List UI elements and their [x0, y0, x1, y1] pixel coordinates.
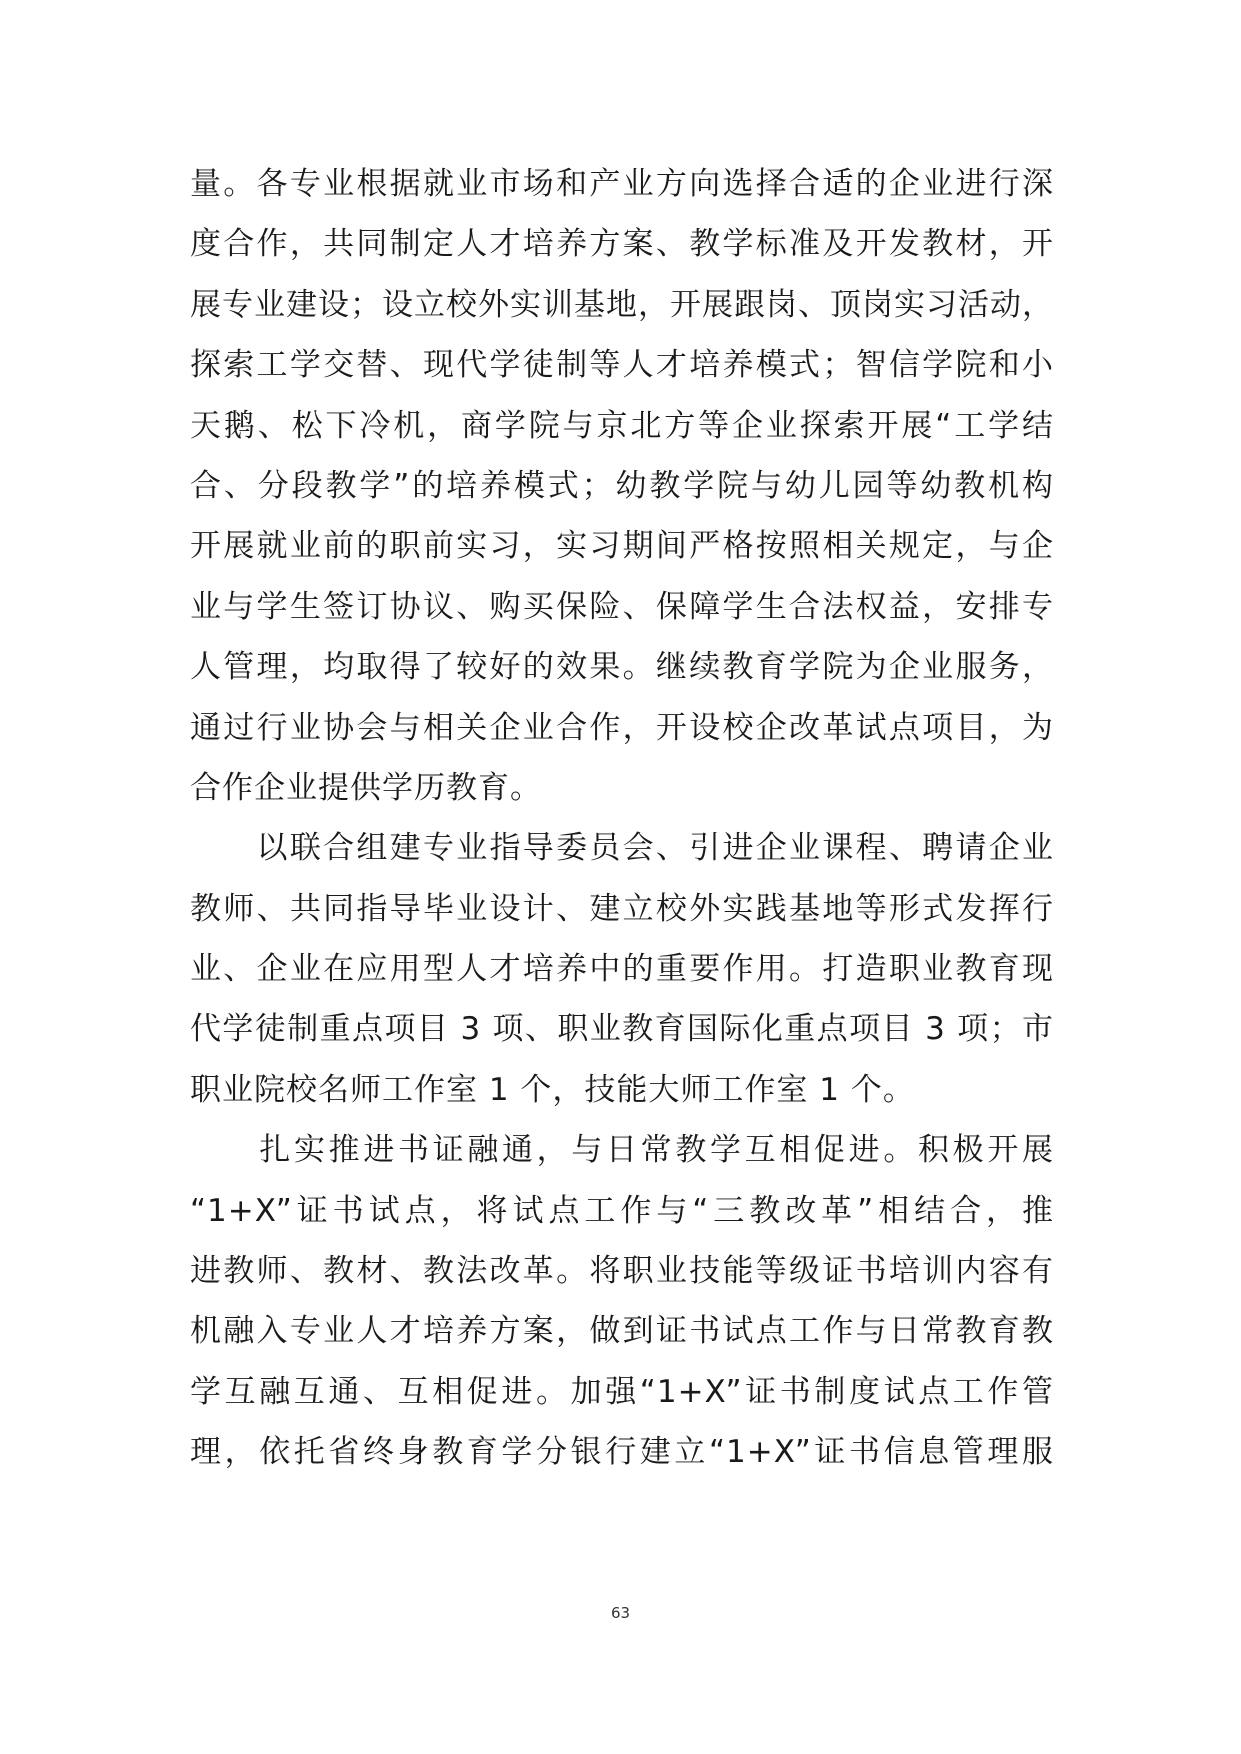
body-text — [190, 154, 1054, 1483]
text-line: 教师、共同指导毕业设计、建立校外实践基地等形式发挥行 — [190, 890, 1054, 927]
text-line: 天鹅、松下冷机，商学院与京北方等企业探索开展“工学结 — [190, 407, 1054, 444]
text-line: 机融入专业人才培养方案，做到证书试点工作与日常教育教 — [190, 1313, 1054, 1350]
text-line: 以联合组建专业指导委员会、引进企业课程、聘请企业 — [190, 830, 1054, 867]
text-line: 展专业建设；设立校外实训基地，开展跟岗、顶岗实习活动， — [190, 286, 1054, 323]
text-line: 理，依托省终身教育学分银行建立“1+X”证书信息管理服 — [190, 1434, 1054, 1471]
text-line: 度合作，共同制定人才培养方案、教学标准及开发教材，开 — [190, 226, 1054, 263]
text-line: “1+X”证书试点，将试点工作与“三教改革”相结合，推 — [190, 1192, 1054, 1229]
text-line: 业与学生签订协议、购买保险、保障学生合法权益，安排专 — [190, 588, 1054, 625]
paragraph-1 — [190, 154, 1054, 818]
text-line: 学互融互通、互相促进。加强“1+X”证书制度试点工作管 — [190, 1373, 1054, 1410]
text-line: 合作企业提供学历教育。 — [190, 769, 542, 806]
text-line: 通过行业协会与相关企业合作，开设校企改革试点项目，为 — [190, 709, 1054, 746]
page-number: 63 — [610, 1604, 631, 1622]
text-line: 量。各专业根据就业市场和产业方向选择合适的企业进行深 — [190, 166, 1054, 202]
text-line: 业、企业在应用型人才培养中的重要作用。打造职业教育现 — [190, 951, 1054, 988]
text-line: 开展就业前的职前实习，实习期间严格按照相关规定，与企 — [190, 528, 1054, 565]
paragraph-3 — [190, 1120, 1054, 1482]
text-line: 合、分段教学”的培养模式；幼教学院与幼儿园等幼教机构 — [190, 467, 1054, 504]
text-line: 进教师、教材、教法改革。将职业技能等级证书培训内容有 — [190, 1253, 1054, 1290]
text-line: 代学徒制重点项目 3 项、职业教育国际化重点项目 3 项；市 — [190, 1011, 1054, 1048]
paragraph-2 — [190, 818, 1054, 1120]
text-line: 探索工学交替、现代学徒制等人才培养模式；智信学院和小 — [190, 347, 1054, 384]
text-line: 职业院校名师工作室 1 个，技能大师工作室 1 个。 — [190, 1071, 915, 1108]
text-line: 人管理，均取得了较好的效果。继续教育学院为企业服务， — [190, 649, 1054, 686]
text-line: 扎实推进书证融通，与日常教学互相促进。积极开展 — [190, 1132, 1054, 1169]
